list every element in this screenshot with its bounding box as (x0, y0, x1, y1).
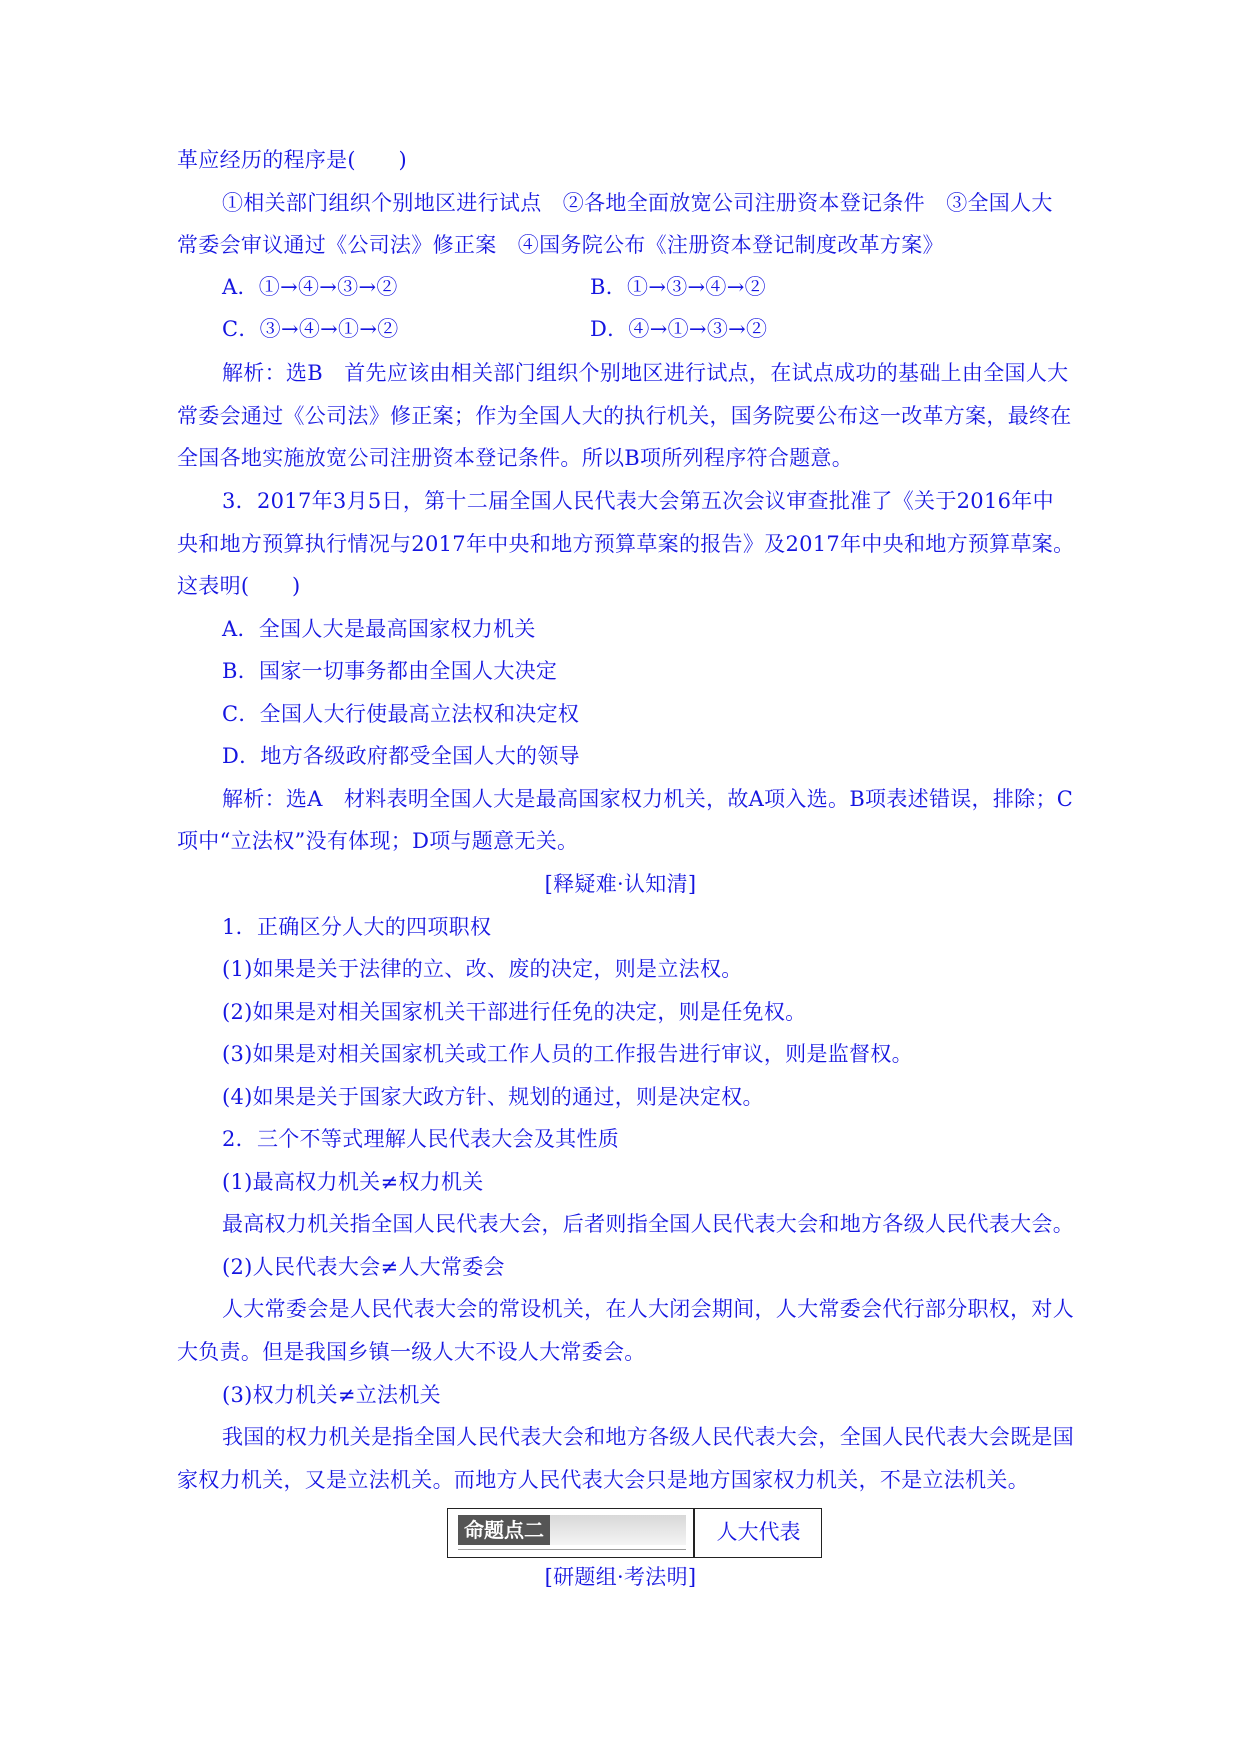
option-b: B．①→③→④→② (590, 275, 766, 299)
point2-sub1-text: 最高权力机关指全国人民代表大会，后者则指全国人民代表大会和地方各级人民代表大会。 (222, 1212, 1074, 1236)
option-d: D．④→①→③→② (590, 317, 768, 341)
q3-option-a: A．全国人大是最高国家权力机关 (222, 617, 536, 641)
point1-item1: (1)如果是关于法律的立、改、废的决定，则是立法权。 (222, 957, 743, 981)
point2-sub1: (1)最高权力机关≠权力机关 (222, 1170, 484, 1194)
question3-line1: 3．2017年3月5日，第十二届全国人民代表大会第五次会议审查批准了《关于2016年中 (222, 489, 1054, 513)
question3-line3: 这表明( ) (177, 574, 301, 598)
analysis-line1: 解析：选B 首先应该由相关部门组织个别地区进行试点，在试点成功的基础上由全国人大 (222, 361, 1069, 385)
topic-tag-underline (458, 1549, 686, 1550)
section-heading-practice: [研题组·考法明] (544, 1565, 697, 1589)
question-items-line1: ①相关部门组织个别地区进行试点 ②各地全面放宽公司注册资本登记条件 ③全国人大 (222, 191, 1053, 215)
question-stem-end: 革应经历的程序是( ) (177, 148, 407, 172)
point2-sub3-text1: 我国的权力机关是指全国人民代表大会和地方各级人民代表大会，全国人民代表大会既是国 (222, 1425, 1074, 1449)
point1-item3: (3)如果是对相关国家机关或工作人员的工作报告进行审议，则是监督权。 (222, 1042, 913, 1066)
q3-option-c: C．全国人大行使最高立法权和决定权 (222, 702, 580, 726)
section-heading-explain: [释疑难·认知清] (544, 872, 697, 896)
point2-sub2-text2: 大负责。但是我国乡镇一级人大不设人大常委会。 (177, 1340, 646, 1364)
q3-option-d: D．地方各级政府都受全国人大的领导 (222, 744, 580, 768)
option-c: C．③→④→①→② (222, 317, 399, 341)
point2-title: 2．三个不等式理解人民代表大会及其性质 (222, 1127, 620, 1151)
topic-box (447, 1508, 822, 1558)
option-a: A．①→④→③→② (222, 275, 398, 299)
topic-tag: 命题点二 (458, 1515, 550, 1545)
q3-option-b: B．国家一切事务都由全国人大决定 (222, 659, 558, 683)
question-items-line2: 常委会审议通过《公司法》修正案 ④国务院公布《注册资本登记制度改革方案》 (177, 233, 944, 257)
question3-line2: 央和地方预算执行情况与2017年中央和地方预算草案的报告》及2017年中央和地方预算草案。 (177, 532, 1075, 556)
point2-sub2-text1: 人大常委会是人民代表大会的常设机关，在人大闭会期间，人大常委会代行部分职权，对人 (222, 1297, 1074, 1321)
topic-title: 人大代表 (716, 1520, 801, 1544)
point1-title: 1．正确区分人大的四项职权 (222, 915, 492, 939)
point2-sub2: (2)人民代表大会≠人大常委会 (222, 1255, 505, 1279)
analysis-line3: 全国各地实施放宽公司注册资本登记条件。所以B项所列程序符合题意。 (177, 446, 854, 470)
q3-analysis-line1: 解析：选A 材料表明全国人大是最高国家权力机关，故A项入选。B项表述错误，排除；C (222, 787, 1074, 811)
q3-analysis-line2: 项中“立法权”没有体现；D项与题意无关。 (177, 829, 579, 853)
point1-item2: (2)如果是对相关国家机关干部进行任免的决定，则是任免权。 (222, 1000, 807, 1024)
point2-sub3: (3)权力机关≠立法机关 (222, 1383, 441, 1407)
analysis-line2: 常委会通过《公司法》修正案；作为全国人大的执行机关，国务院要公布这一改革方案，最终在 (177, 404, 1072, 428)
point2-sub3-text2: 家权力机关，又是立法机关。而地方人民代表大会只是地方国家权力机关，不是立法机关。 (177, 1468, 1029, 1492)
point1-item4: (4)如果是关于国家大政方针、规划的通过，则是决定权。 (222, 1085, 764, 1109)
